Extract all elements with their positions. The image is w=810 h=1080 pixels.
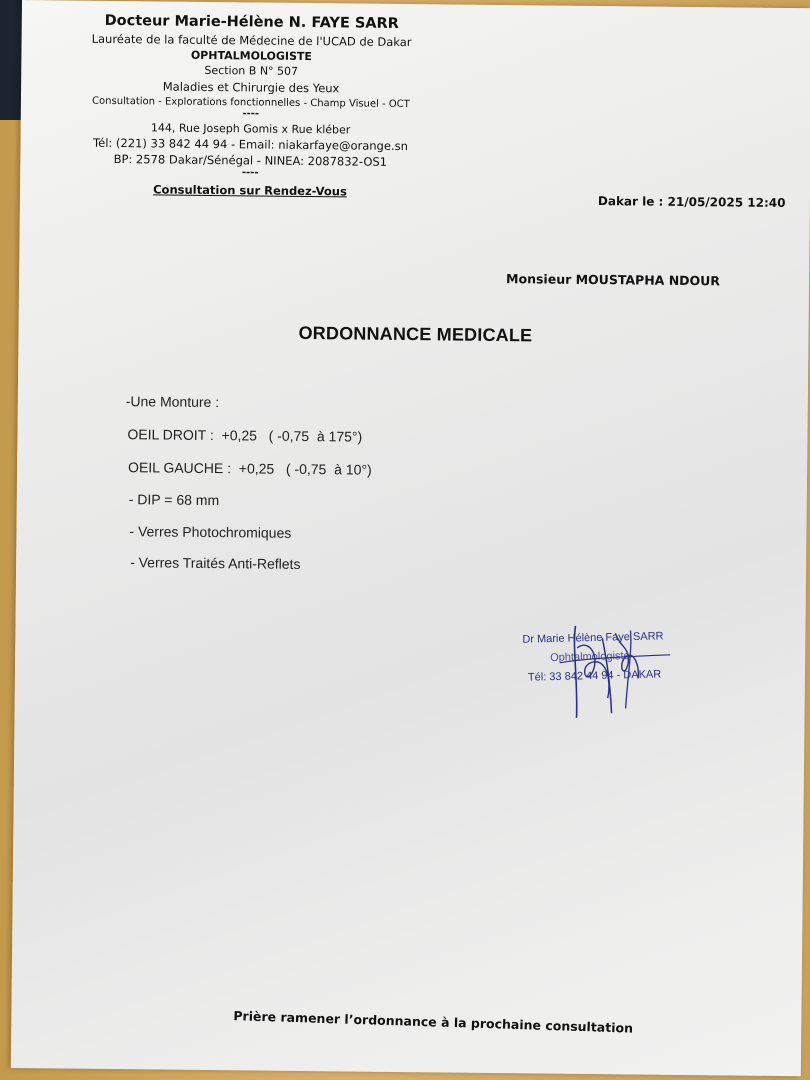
separator: ---- xyxy=(242,108,260,120)
prescription-item: - DIP = 68 mm xyxy=(128,491,220,509)
footer-note: Prière ramener l’ordonnance à la prochaine consultation xyxy=(233,1008,634,1036)
doctor-practice: Maladies et Chirurgie des Yeux xyxy=(162,79,340,96)
doctor-laureate: Lauréate de la faculté de Médecine de l'UCAD de Dakar xyxy=(91,31,412,50)
doctor-bp: BP: 2578 Dakar/Sénégal - NINEA: 2087832-OS1 xyxy=(113,151,388,169)
prescription-item: - Verres Photochromiques xyxy=(129,523,292,541)
prescription-item: -Une Monture : xyxy=(125,393,220,411)
doctor-contact: Tél: (221) 33 842 44 94 - Email: niakarfaye@orange.sn xyxy=(93,135,408,154)
stamp-line: Dr Marie Hélène Faye SARR xyxy=(522,630,664,646)
patient-name: Monsieur MOUSTAPHA NDOUR xyxy=(506,271,721,289)
appointment-note: Consultation sur Rendez-Vous xyxy=(153,182,347,199)
letterhead xyxy=(80,11,422,200)
stamp-line: Ophtalmologiste xyxy=(550,650,630,664)
separator: ---- xyxy=(241,167,259,179)
prescription-date: Dakar le : 21/05/2025 12:40 xyxy=(597,194,786,211)
doctor-services: Consultation - Explorations fonctionnelles - Champ Visuel - OCT xyxy=(92,95,410,111)
prescription-item: OEIL DROIT : +0,25 ( -0,75 à 175°) xyxy=(127,426,363,445)
doctor-section: Section B N° 507 xyxy=(204,63,299,78)
doctor-address: 144, Rue Joseph Gomis x Rue kléber xyxy=(150,121,351,137)
document-title: ORDONNANCE MEDICALE xyxy=(298,322,533,346)
prescription-sheet xyxy=(11,0,810,1076)
stamp-line: Tél: 33 842 44 94 - DAKAR xyxy=(527,668,662,684)
doctor-name: Docteur Marie-Hélène N. FAYE SARR xyxy=(104,12,399,32)
prescription-item: - Verres Traités Anti-Reflets xyxy=(130,554,301,572)
handwritten-signature xyxy=(519,617,700,729)
doctor-specialty: OPHTALMOLOGISTE xyxy=(190,48,313,64)
doctor-stamp-signature xyxy=(519,617,700,729)
prescription-item: OEIL GAUCHE : +0,25 ( -0,75 à 10°) xyxy=(128,459,372,478)
